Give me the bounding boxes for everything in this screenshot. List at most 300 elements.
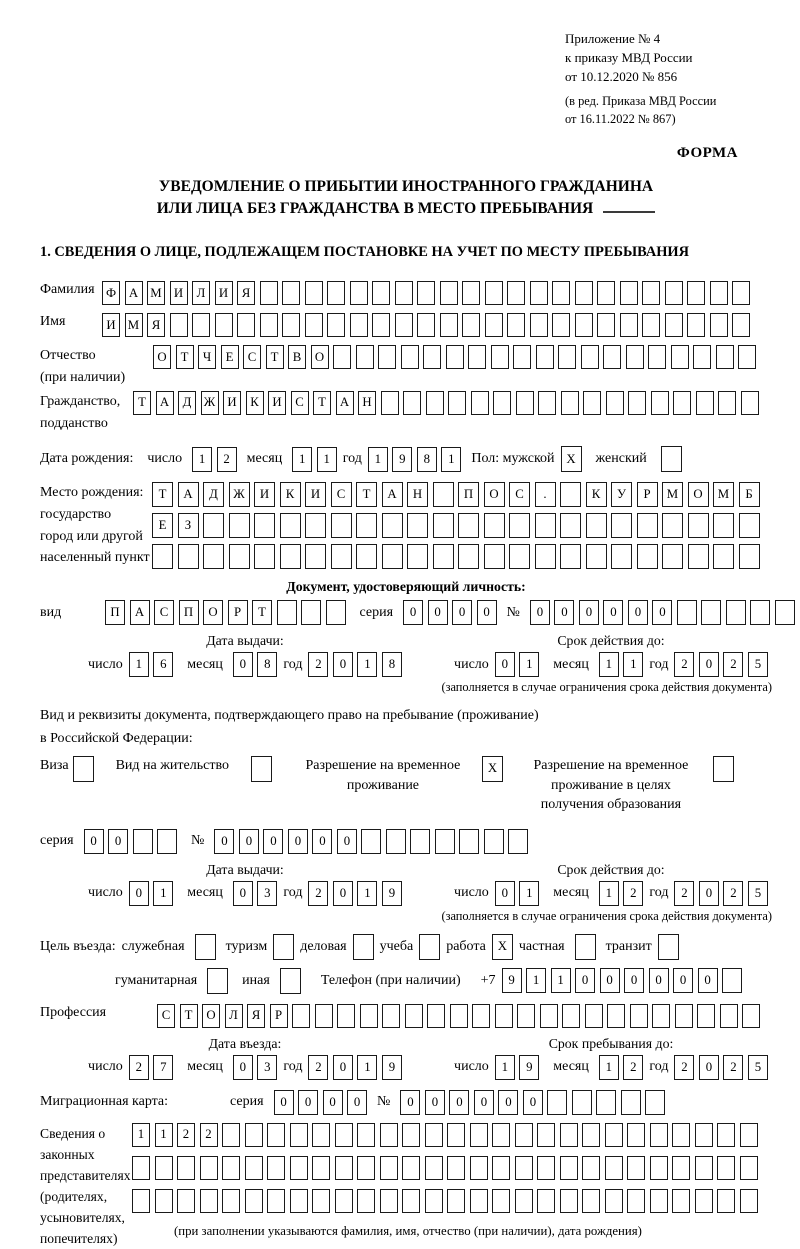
char-cell[interactable]: И [102, 313, 120, 337]
char-cell[interactable]: 2 [723, 881, 743, 906]
char-cell[interactable] [417, 313, 435, 337]
char-cell[interactable]: 0 [495, 652, 515, 677]
char-cell[interactable] [491, 345, 509, 369]
char-cell[interactable] [540, 1004, 558, 1028]
char-cell[interactable]: Т [356, 482, 377, 507]
char-cell[interactable] [290, 1156, 308, 1180]
char-cell[interactable]: 5 [748, 881, 768, 906]
char-cell[interactable] [586, 544, 607, 569]
char-cell[interactable] [651, 391, 669, 415]
char-cell[interactable] [687, 313, 705, 337]
char-cell[interactable] [677, 600, 697, 625]
char-cell[interactable]: Т [133, 391, 151, 415]
char-cell[interactable] [277, 600, 297, 625]
char-cell[interactable] [423, 345, 441, 369]
char-cell[interactable]: К [586, 482, 607, 507]
char-cell[interactable] [716, 345, 734, 369]
char-cell[interactable] [581, 345, 599, 369]
char-cell[interactable]: 3 [257, 881, 277, 906]
char-cell[interactable]: Н [407, 482, 428, 507]
char-cell[interactable] [402, 1123, 420, 1147]
char-cell[interactable]: X [492, 934, 513, 960]
char-cell[interactable]: 1 [526, 968, 546, 993]
char-cell[interactable]: Ч [198, 345, 216, 369]
char-cell[interactable] [582, 1156, 600, 1180]
char-cell[interactable] [597, 281, 615, 305]
char-cell[interactable]: 0 [425, 1090, 445, 1115]
char-cell[interactable] [254, 513, 275, 538]
char-cell[interactable]: 0 [699, 881, 719, 906]
char-cell[interactable]: 0 [699, 1055, 719, 1080]
char-cell[interactable]: А [382, 482, 403, 507]
char-cell[interactable]: 0 [298, 1090, 318, 1115]
char-cell[interactable] [177, 1189, 195, 1213]
char-cell[interactable] [331, 544, 352, 569]
char-cell[interactable] [537, 1123, 555, 1147]
char-cell[interactable]: 0 [579, 600, 599, 625]
char-cell[interactable]: 7 [153, 1055, 173, 1080]
char-cell[interactable] [155, 1156, 173, 1180]
char-cell[interactable] [627, 1123, 645, 1147]
char-cell[interactable] [402, 1156, 420, 1180]
char-cell[interactable] [739, 513, 760, 538]
char-cell[interactable] [372, 281, 390, 305]
char-cell[interactable] [583, 391, 601, 415]
char-cell[interactable] [740, 1189, 758, 1213]
char-cell[interactable] [650, 1156, 668, 1180]
char-cell[interactable]: 8 [257, 652, 277, 677]
char-cell[interactable] [652, 1004, 670, 1028]
char-cell[interactable] [741, 391, 759, 415]
char-cell[interactable]: А [125, 281, 143, 305]
char-cell[interactable]: 9 [519, 1055, 539, 1080]
char-cell[interactable] [695, 1156, 713, 1180]
char-cell[interactable] [155, 1189, 173, 1213]
char-cell[interactable] [695, 1189, 713, 1213]
char-cell[interactable] [350, 281, 368, 305]
char-cell[interactable]: О [202, 1004, 220, 1028]
char-cell[interactable]: 2 [129, 1055, 149, 1080]
char-cell[interactable]: 0 [624, 968, 644, 993]
char-cell[interactable]: С [154, 600, 174, 625]
char-cell[interactable]: Р [270, 1004, 288, 1028]
char-cell[interactable] [750, 600, 770, 625]
char-cell[interactable]: 0 [474, 1090, 494, 1115]
char-cell[interactable] [626, 345, 644, 369]
char-cell[interactable] [718, 391, 736, 415]
char-cell[interactable]: 0 [288, 829, 308, 854]
char-cell[interactable] [410, 829, 430, 854]
char-cell[interactable]: 1 [132, 1123, 150, 1147]
char-cell[interactable]: 0 [628, 600, 648, 625]
char-cell[interactable] [621, 1090, 641, 1115]
char-cell[interactable]: 9 [382, 881, 402, 906]
char-cell[interactable] [710, 313, 728, 337]
char-cell[interactable] [157, 829, 177, 854]
char-cell[interactable] [425, 1156, 443, 1180]
char-cell[interactable] [560, 1123, 578, 1147]
char-cell[interactable] [645, 1090, 665, 1115]
char-cell[interactable] [732, 313, 750, 337]
char-cell[interactable] [575, 281, 593, 305]
char-cell[interactable] [335, 1156, 353, 1180]
char-cell[interactable] [356, 345, 374, 369]
char-cell[interactable]: П [105, 600, 125, 625]
char-cell[interactable]: 1 [599, 652, 619, 677]
char-cell[interactable] [575, 313, 593, 337]
char-cell[interactable]: Т [152, 482, 173, 507]
char-cell[interactable] [605, 1156, 623, 1180]
char-cell[interactable] [315, 1004, 333, 1028]
char-cell[interactable] [203, 513, 224, 538]
char-cell[interactable] [693, 345, 711, 369]
char-cell[interactable] [407, 513, 428, 538]
char-cell[interactable] [222, 1156, 240, 1180]
char-cell[interactable] [740, 1156, 758, 1180]
char-cell[interactable] [312, 1156, 330, 1180]
char-cell[interactable] [386, 829, 406, 854]
char-cell[interactable]: 2 [623, 881, 643, 906]
char-cell[interactable] [701, 600, 721, 625]
char-cell[interactable] [738, 345, 756, 369]
char-cell[interactable] [722, 968, 742, 993]
char-cell[interactable]: . [535, 482, 556, 507]
char-cell[interactable] [650, 1189, 668, 1213]
char-cell[interactable]: М [125, 313, 143, 337]
char-cell[interactable] [353, 934, 374, 960]
char-cell[interactable] [133, 829, 153, 854]
char-cell[interactable] [301, 600, 321, 625]
char-cell[interactable]: А [130, 600, 150, 625]
char-cell[interactable] [305, 281, 323, 305]
char-cell[interactable]: 0 [699, 652, 719, 677]
char-cell[interactable] [427, 1004, 445, 1028]
char-cell[interactable]: 0 [333, 652, 353, 677]
char-cell[interactable]: И [215, 281, 233, 305]
char-cell[interactable] [650, 1123, 668, 1147]
char-cell[interactable]: 0 [233, 652, 253, 677]
char-cell[interactable] [260, 313, 278, 337]
char-cell[interactable] [620, 281, 638, 305]
char-cell[interactable] [665, 281, 683, 305]
char-cell[interactable] [628, 391, 646, 415]
char-cell[interactable] [335, 1123, 353, 1147]
char-cell[interactable]: 1 [292, 447, 312, 472]
char-cell[interactable]: 0 [84, 829, 104, 854]
char-cell[interactable] [688, 544, 709, 569]
char-cell[interactable]: 0 [603, 600, 623, 625]
char-cell[interactable] [713, 756, 734, 782]
char-cell[interactable] [507, 281, 525, 305]
char-cell[interactable] [586, 513, 607, 538]
char-cell[interactable]: 1 [368, 447, 388, 472]
char-cell[interactable]: Т [176, 345, 194, 369]
char-cell[interactable] [517, 1004, 535, 1028]
char-cell[interactable]: 1 [441, 447, 461, 472]
char-cell[interactable]: 0 [495, 881, 515, 906]
char-cell[interactable] [177, 1156, 195, 1180]
char-cell[interactable]: 0 [274, 1090, 294, 1115]
char-cell[interactable] [560, 513, 581, 538]
char-cell[interactable] [433, 544, 454, 569]
char-cell[interactable] [661, 446, 682, 472]
char-cell[interactable] [675, 1004, 693, 1028]
char-cell[interactable] [350, 313, 368, 337]
char-cell[interactable] [178, 544, 199, 569]
char-cell[interactable]: 0 [698, 968, 718, 993]
char-cell[interactable] [192, 313, 210, 337]
char-cell[interactable] [717, 1189, 735, 1213]
char-cell[interactable] [292, 1004, 310, 1028]
char-cell[interactable] [380, 1123, 398, 1147]
char-cell[interactable]: 1 [357, 652, 377, 677]
char-cell[interactable] [605, 1123, 623, 1147]
char-cell[interactable] [642, 313, 660, 337]
char-cell[interactable]: С [509, 482, 530, 507]
char-cell[interactable]: 0 [498, 1090, 518, 1115]
char-cell[interactable]: 2 [674, 652, 694, 677]
char-cell[interactable] [331, 513, 352, 538]
char-cell[interactable] [720, 1004, 738, 1028]
char-cell[interactable] [447, 1189, 465, 1213]
char-cell[interactable]: 1 [623, 652, 643, 677]
char-cell[interactable]: Т [180, 1004, 198, 1028]
char-cell[interactable] [425, 1189, 443, 1213]
char-cell[interactable] [672, 1189, 690, 1213]
char-cell[interactable] [395, 281, 413, 305]
char-cell[interactable]: 9 [382, 1055, 402, 1080]
char-cell[interactable]: 2 [308, 881, 328, 906]
char-cell[interactable]: Т [266, 345, 284, 369]
char-cell[interactable]: И [268, 391, 286, 415]
char-cell[interactable] [470, 1156, 488, 1180]
char-cell[interactable] [662, 544, 683, 569]
char-cell[interactable]: Е [221, 345, 239, 369]
char-cell[interactable]: 0 [214, 829, 234, 854]
char-cell[interactable]: М [713, 482, 734, 507]
char-cell[interactable] [672, 1156, 690, 1180]
char-cell[interactable] [485, 313, 503, 337]
char-cell[interactable]: И [223, 391, 241, 415]
char-cell[interactable] [327, 281, 345, 305]
char-cell[interactable]: 0 [312, 829, 332, 854]
char-cell[interactable] [547, 1090, 567, 1115]
char-cell[interactable]: X [482, 756, 503, 782]
char-cell[interactable] [537, 1189, 555, 1213]
char-cell[interactable] [537, 1156, 555, 1180]
char-cell[interactable]: 2 [674, 881, 694, 906]
char-cell[interactable] [515, 1156, 533, 1180]
char-cell[interactable]: К [246, 391, 264, 415]
char-cell[interactable]: 1 [155, 1123, 173, 1147]
char-cell[interactable] [356, 544, 377, 569]
char-cell[interactable] [535, 513, 556, 538]
char-cell[interactable] [361, 829, 381, 854]
char-cell[interactable] [380, 1189, 398, 1213]
char-cell[interactable] [611, 544, 632, 569]
char-cell[interactable] [433, 513, 454, 538]
char-cell[interactable] [403, 391, 421, 415]
char-cell[interactable] [282, 281, 300, 305]
char-cell[interactable] [508, 829, 528, 854]
char-cell[interactable]: 0 [449, 1090, 469, 1115]
char-cell[interactable] [312, 1189, 330, 1213]
char-cell[interactable] [732, 281, 750, 305]
char-cell[interactable] [717, 1156, 735, 1180]
char-cell[interactable] [726, 600, 746, 625]
char-cell[interactable]: 2 [674, 1055, 694, 1080]
char-cell[interactable] [648, 345, 666, 369]
char-cell[interactable] [552, 313, 570, 337]
char-cell[interactable] [267, 1123, 285, 1147]
char-cell[interactable]: И [170, 281, 188, 305]
char-cell[interactable] [237, 313, 255, 337]
char-cell[interactable]: З [178, 513, 199, 538]
char-cell[interactable] [222, 1123, 240, 1147]
char-cell[interactable] [607, 1004, 625, 1028]
char-cell[interactable]: 1 [495, 1055, 515, 1080]
char-cell[interactable] [484, 513, 505, 538]
char-cell[interactable]: 3 [257, 1055, 277, 1080]
char-cell[interactable] [229, 513, 250, 538]
char-cell[interactable]: Т [313, 391, 331, 415]
char-cell[interactable] [742, 1004, 760, 1028]
char-cell[interactable] [516, 391, 534, 415]
char-cell[interactable]: 1 [153, 881, 173, 906]
char-cell[interactable]: 0 [403, 600, 423, 625]
char-cell[interactable] [530, 281, 548, 305]
char-cell[interactable] [739, 544, 760, 569]
char-cell[interactable] [642, 281, 660, 305]
char-cell[interactable]: 0 [323, 1090, 343, 1115]
char-cell[interactable]: 0 [347, 1090, 367, 1115]
char-cell[interactable]: 2 [723, 1055, 743, 1080]
char-cell[interactable] [132, 1189, 150, 1213]
char-cell[interactable]: 0 [530, 600, 550, 625]
char-cell[interactable]: 2 [623, 1055, 643, 1080]
char-cell[interactable]: О [688, 482, 709, 507]
char-cell[interactable]: 1 [519, 881, 539, 906]
char-cell[interactable]: 5 [748, 652, 768, 677]
char-cell[interactable]: 1 [599, 1055, 619, 1080]
char-cell[interactable]: Л [192, 281, 210, 305]
char-cell[interactable]: О [484, 482, 505, 507]
char-cell[interactable]: А [178, 482, 199, 507]
char-cell[interactable] [305, 313, 323, 337]
char-cell[interactable] [245, 1123, 263, 1147]
char-cell[interactable]: 1 [519, 652, 539, 677]
char-cell[interactable]: Ф [102, 281, 120, 305]
char-cell[interactable] [713, 544, 734, 569]
char-cell[interactable] [267, 1156, 285, 1180]
char-cell[interactable] [222, 1189, 240, 1213]
char-cell[interactable] [562, 1004, 580, 1028]
char-cell[interactable] [710, 281, 728, 305]
char-cell[interactable] [515, 1189, 533, 1213]
char-cell[interactable] [605, 1189, 623, 1213]
char-cell[interactable] [245, 1156, 263, 1180]
char-cell[interactable] [775, 600, 795, 625]
char-cell[interactable]: 0 [108, 829, 128, 854]
char-cell[interactable] [357, 1123, 375, 1147]
char-cell[interactable] [203, 544, 224, 569]
char-cell[interactable] [267, 1189, 285, 1213]
char-cell[interactable] [245, 1189, 263, 1213]
char-cell[interactable] [530, 313, 548, 337]
char-cell[interactable]: О [153, 345, 171, 369]
char-cell[interactable] [280, 513, 301, 538]
char-cell[interactable] [395, 313, 413, 337]
char-cell[interactable]: 8 [382, 652, 402, 677]
char-cell[interactable] [509, 513, 530, 538]
char-cell[interactable]: 0 [554, 600, 574, 625]
char-cell[interactable] [492, 1123, 510, 1147]
char-cell[interactable]: 0 [129, 881, 149, 906]
char-cell[interactable]: О [311, 345, 329, 369]
char-cell[interactable] [229, 544, 250, 569]
char-cell[interactable] [627, 1156, 645, 1180]
char-cell[interactable] [152, 544, 173, 569]
char-cell[interactable] [326, 600, 346, 625]
char-cell[interactable]: 9 [392, 447, 412, 472]
char-cell[interactable] [697, 1004, 715, 1028]
char-cell[interactable] [447, 1156, 465, 1180]
char-cell[interactable]: 0 [333, 881, 353, 906]
char-cell[interactable] [538, 391, 556, 415]
char-cell[interactable]: С [157, 1004, 175, 1028]
char-cell[interactable] [382, 544, 403, 569]
char-cell[interactable] [672, 1123, 690, 1147]
char-cell[interactable] [492, 1189, 510, 1213]
char-cell[interactable] [337, 1004, 355, 1028]
char-cell[interactable] [335, 1189, 353, 1213]
char-cell[interactable]: Д [178, 391, 196, 415]
char-cell[interactable]: 1 [317, 447, 337, 472]
char-cell[interactable] [419, 934, 440, 960]
char-cell[interactable]: М [662, 482, 683, 507]
char-cell[interactable]: 2 [200, 1123, 218, 1147]
char-cell[interactable] [597, 313, 615, 337]
char-cell[interactable] [305, 513, 326, 538]
char-cell[interactable]: 1 [551, 968, 571, 993]
char-cell[interactable] [401, 345, 419, 369]
char-cell[interactable]: 0 [523, 1090, 543, 1115]
char-cell[interactable] [290, 1123, 308, 1147]
char-cell[interactable]: И [254, 482, 275, 507]
char-cell[interactable]: Ж [201, 391, 219, 415]
char-cell[interactable]: Т [252, 600, 272, 625]
char-cell[interactable] [470, 1189, 488, 1213]
char-cell[interactable] [536, 345, 554, 369]
char-cell[interactable] [378, 345, 396, 369]
char-cell[interactable] [582, 1189, 600, 1213]
char-cell[interactable] [312, 1123, 330, 1147]
char-cell[interactable]: 2 [217, 447, 237, 472]
char-cell[interactable]: 0 [575, 968, 595, 993]
char-cell[interactable] [596, 1090, 616, 1115]
char-cell[interactable] [357, 1189, 375, 1213]
char-cell[interactable] [435, 829, 455, 854]
char-cell[interactable]: 9 [502, 968, 522, 993]
char-cell[interactable]: 5 [748, 1055, 768, 1080]
char-cell[interactable] [471, 391, 489, 415]
char-cell[interactable]: 0 [333, 1055, 353, 1080]
char-cell[interactable]: 1 [129, 652, 149, 677]
char-cell[interactable] [200, 1156, 218, 1180]
char-cell[interactable] [407, 544, 428, 569]
char-cell[interactable] [458, 513, 479, 538]
char-cell[interactable]: 2 [308, 1055, 328, 1080]
